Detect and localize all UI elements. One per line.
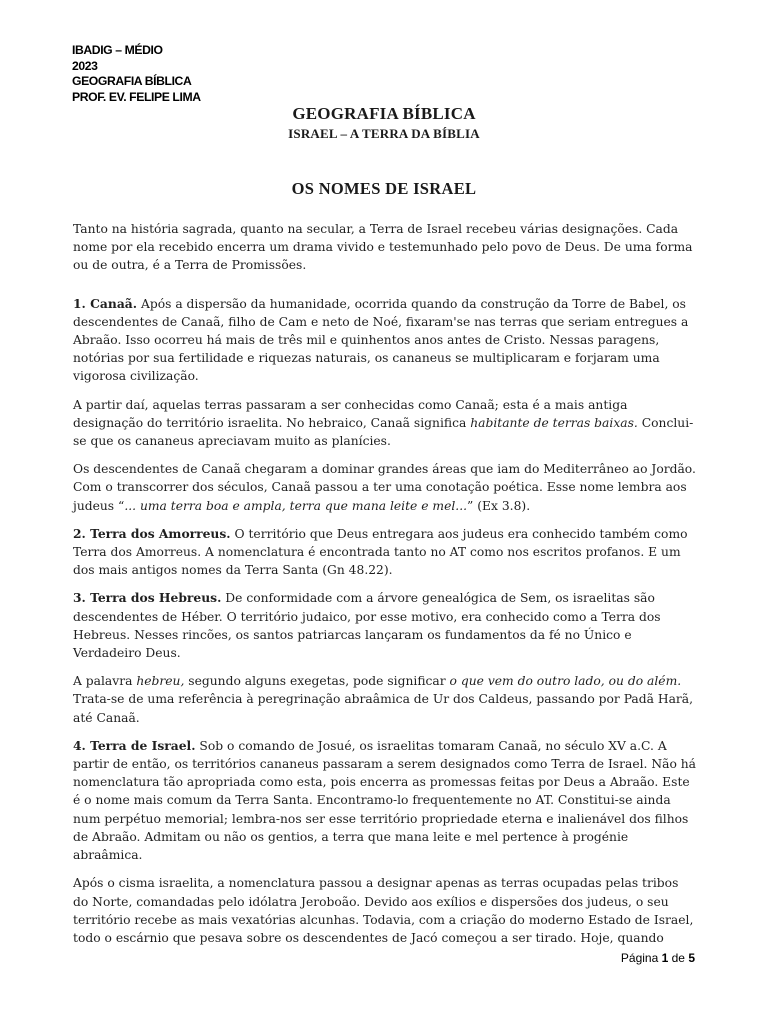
paragraph-text: De conformidade com a árvore genealógica de Sem, os israelitas são descendentes de Héber. O território judaico, por esse motivo, era conhecido como a Terra dos Hebreus. Nesses rincões, os santos patriarcas lançaram os fundamentos da fé no Único e Verdadeiro Deus. bbox=[73, 591, 661, 661]
header-subject: GEOGRAFIA BÍBLICA bbox=[72, 74, 192, 88]
italic-term: habitante de terras baixas. bbox=[470, 415, 638, 430]
header-year: 2023 bbox=[72, 58, 98, 73]
paragraph-hebreu-meaning bbox=[73, 672, 696, 727]
paragraph-text: Os descendentes de Canaã chegaram a dominar grandes áreas que iam do Mediterrâneo ao Jordão. Com o transcorrer dos séculos, Canaã passou a ter uma conotação poética. Esse nome lembra aos judeus “ bbox=[73, 462, 696, 513]
paragraph-hebreus bbox=[73, 589, 696, 662]
intro-paragraph: Tanto na história sagrada, quanto na secular, a Terra de Israel recebeu várias designações. Cada nome por ela recebido encerra um drama vivido e testemunhado pelo povo de Deus. De uma forma ou de outra, é a Terra de Promissões. bbox=[73, 222, 693, 273]
heading-amorreus: 2. Terra dos Amorreus. bbox=[73, 525, 231, 541]
heading-hebreus: 3. Terra dos Hebreus. bbox=[73, 590, 222, 606]
heading-canaa: 1. Canaã. bbox=[73, 295, 138, 311]
paragraph-text: ” (Ex 3.8). bbox=[467, 498, 531, 513]
page-total: 5 bbox=[688, 951, 695, 965]
paragraph-amorreus bbox=[73, 525, 696, 580]
paragraph-text: A partir daí, aquelas terras passaram a ser conhecidas como Canaã; esta é a mais antiga designação do território israelita. No hebraico, Canaã significa bbox=[73, 397, 628, 430]
document-body bbox=[73, 220, 696, 957]
paragraph-text: segundo alguns exegetas, pode significar bbox=[184, 674, 450, 689]
page-footer bbox=[621, 951, 695, 965]
heading-israel: 4. Terra de Israel. bbox=[73, 737, 196, 753]
page-of-label: de bbox=[668, 951, 689, 965]
paragraph-text: Sob o comando de Josué, os israelitas tomaram Canaã, no século XV a.C. A partir de então, os territórios cananeus passaram a serem designados como Terra de Israel. Não há nomenclatura tão apropriada como esta, pois encerra as promessas feitas por Deus a Abraão. Este é o nome mais comum da Terra Santa. Encontramo-lo frequentemente no AT. Constitui-se ainda num perpétuo memorial; lembra-nos ser esse território propriedade eterna e inalienável dos filhos de Abraão. Admitam ou não os gentios, a terra que mana leite e mel pertence à progénie abraâmica. bbox=[73, 738, 697, 863]
paragraph-text: Após a dispersão da humanidade, ocorrida quando da construção da Torre de Babel, os descendentes de Canaã, filho de Cam e neto de Noé, fixaram'se nas terras que seriam entregues a Abraão. Isso ocorreu há mais de três mil e quinhentos anos antes de Cristo. Nessas paragens, notórias por sua fertilidade e riquezas naturais, os cananeus se multiplicaram e forjaram uma vigorosa civilização. bbox=[73, 296, 689, 384]
paragraph-cisma: Após o cisma israelita, a nomenclatura passou a designar apenas as terras ocupadas pelas tribos do Norte, comandadas pelo idólatra Jeroboão. Devido aos exílios e dispersões dos judeus, o seu território recebe as mais vexatórias alcunhas. Todavia, com a criação do moderno Estado de Israel, todo o escárnio que pesava sobre os descendentes de Jacó começou a ser tirado. Hoje, quando bbox=[73, 876, 694, 945]
paragraph-text: O território que Deus entregara aos judeus era conhecido também como Terra dos Amorreus. A nomenclatura é encontrada tanto no AT como nos escritos profanos. E um dos mais antigos nomes da Terra Santa (Gn 48.22). bbox=[73, 526, 688, 578]
document-subtitle: ISRAEL – A TERRA DA BÍBLIA bbox=[288, 126, 480, 141]
italic-term: hebreu, bbox=[136, 674, 185, 689]
paragraph-canaa-meaning bbox=[73, 396, 696, 451]
header-institution: IBADIG – MÉDIO bbox=[72, 43, 163, 57]
course-header bbox=[72, 43, 201, 105]
paragraph-canaa bbox=[73, 295, 696, 386]
page-number: 1 bbox=[661, 951, 669, 965]
paragraph-canaa-poetic bbox=[73, 460, 696, 515]
paragraph-text: Conclui-se que os cananeus apreciavam muito as planícies. bbox=[73, 415, 694, 449]
page-label: Página bbox=[620, 951, 662, 965]
italic-term: o que vem do outro lado, ou do além. bbox=[449, 674, 682, 689]
document-title: GEOGRAFIA BÍBLICA bbox=[292, 104, 476, 123]
header-teacher: PROF. EV. FELIPE LIMA bbox=[72, 89, 201, 104]
section-title: OS NOMES DE ISRAEL bbox=[291, 179, 477, 198]
italic-quote: ... uma terra boa e ampla, terra que mana leite e mel... bbox=[124, 498, 468, 513]
paragraph-text: Trata-se de uma referência à peregrinação abraâmica de Ur dos Caldeus, passando por Padã Harã, até Canaã. bbox=[73, 692, 694, 725]
paragraph-israel bbox=[73, 737, 696, 864]
paragraph-text: A palavra bbox=[73, 674, 137, 689]
